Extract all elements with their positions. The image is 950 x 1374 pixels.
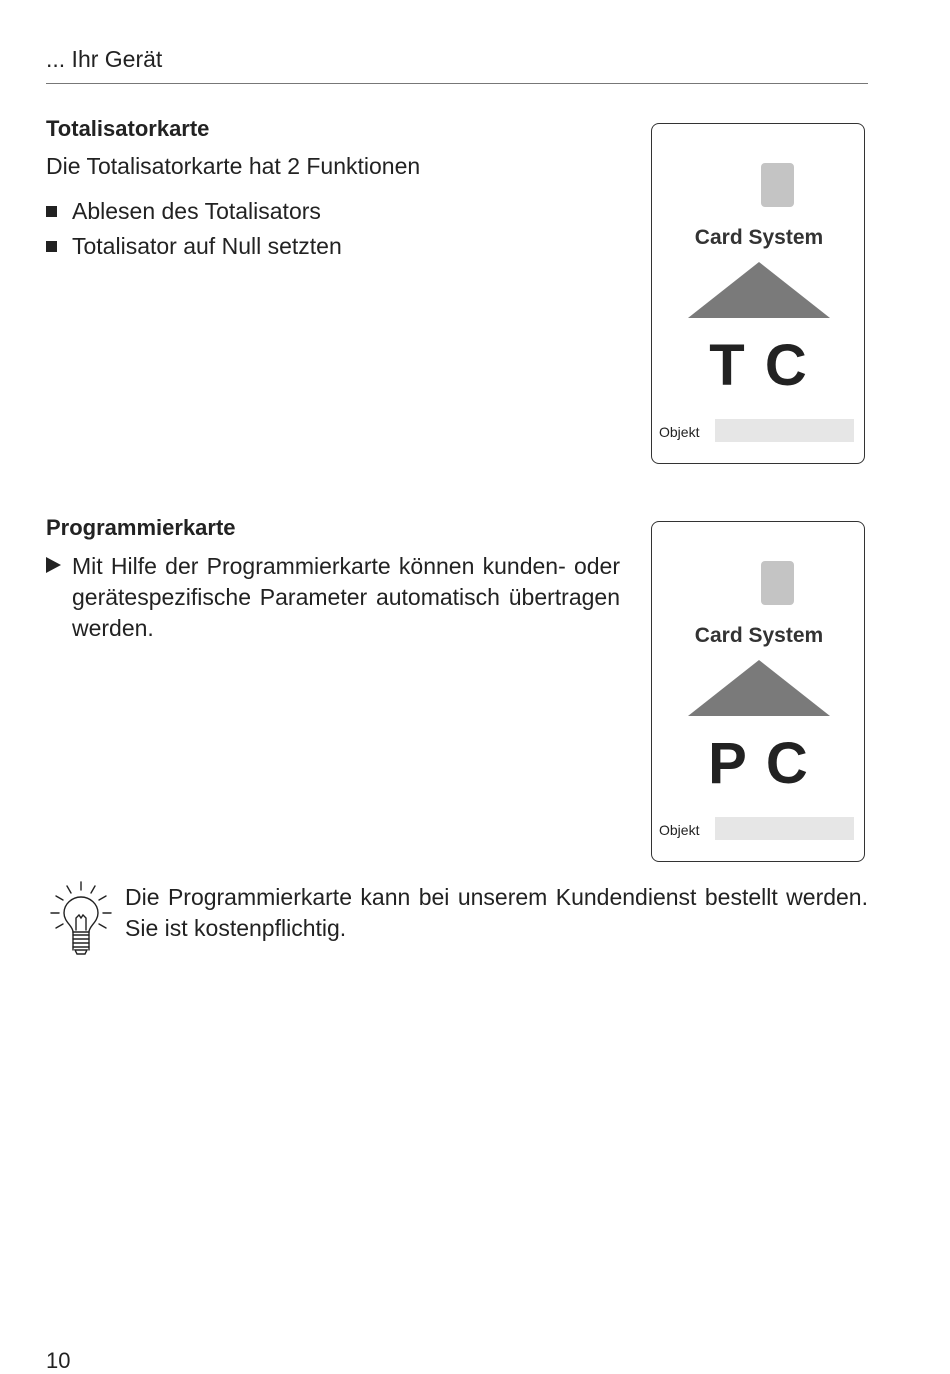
card-chip-icon (761, 561, 794, 605)
page-header: ... Ihr Gerät (46, 46, 163, 72)
card-title: Card System (694, 226, 824, 249)
card-triangle-icon (688, 262, 830, 318)
card-chip-icon (761, 163, 794, 207)
instruction-text: Mit Hilfe der Programmierkarte können kunden- oder gerätespezifische Parameter automatisch übertragen werden. (72, 553, 620, 641)
note-text: Die Programmierkarte kann bei unserem Kundendienst bestellt werden. Sie ist kostenpflichtig. (125, 884, 868, 941)
bullet-square-icon (46, 241, 57, 252)
card-code: T C (709, 333, 809, 398)
arrow-right-icon (46, 557, 61, 573)
programming-card-illustration (651, 521, 865, 862)
header-divider (46, 83, 868, 84)
section-heading-programmierkarte: Programmierkarte (46, 515, 236, 540)
totalisator-card-illustration (651, 123, 865, 464)
list-item-text: Totalisator auf Null setzten (72, 233, 342, 259)
card-field-label: Objekt (659, 822, 700, 838)
section-intro: Die Totalisatorkarte hat 2 Funktionen (46, 153, 421, 179)
card-field-box (715, 817, 854, 840)
instruction-step (46, 551, 620, 644)
list-item (46, 233, 342, 260)
card-code: P C (708, 731, 810, 796)
bullet-square-icon (46, 206, 57, 217)
list-item (46, 198, 321, 225)
card-field-label: Objekt (659, 424, 700, 440)
page-number: 10 (46, 1348, 71, 1373)
card-field-box (715, 419, 854, 442)
list-item-text: Ablesen des Totalisators (72, 198, 321, 224)
section-heading-totalisatorkarte: Totalisatorkarte (46, 116, 210, 141)
lightbulb-icon (46, 880, 116, 958)
card-triangle-icon (688, 660, 830, 716)
card-title: Card System (694, 624, 824, 647)
